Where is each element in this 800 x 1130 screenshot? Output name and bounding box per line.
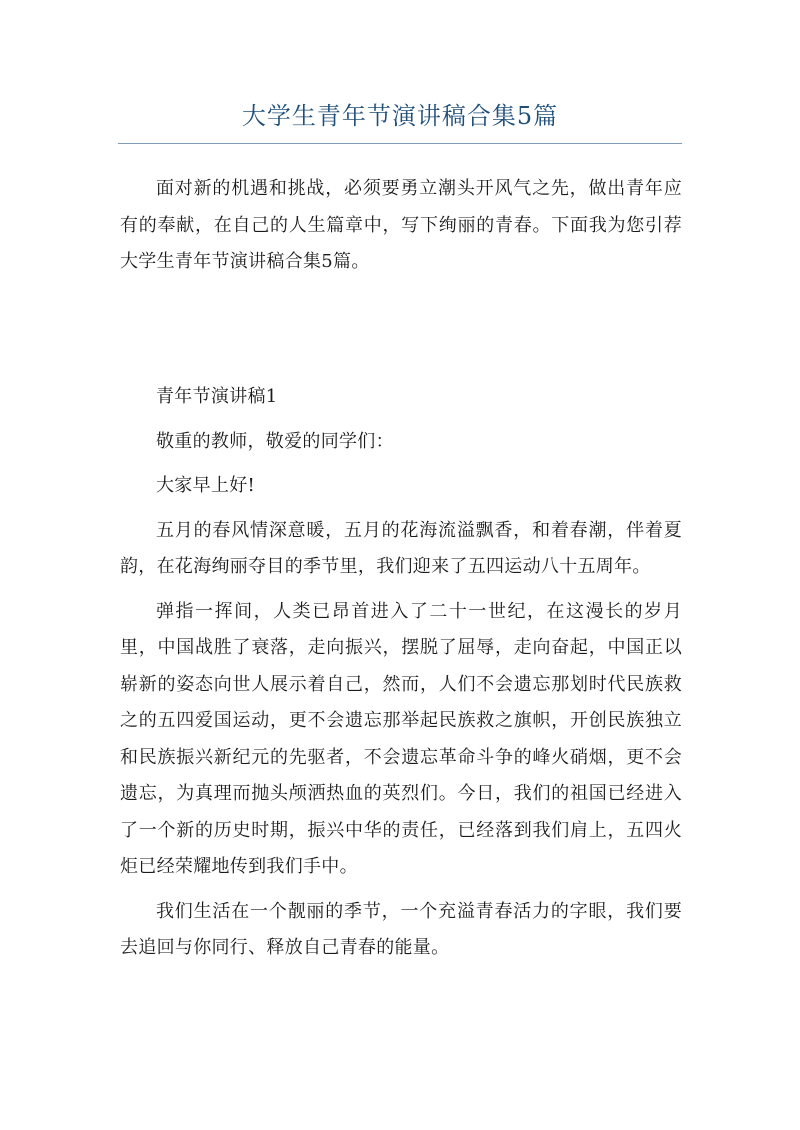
intro-paragraph: 面对新的机遇和挑战，必须要勇立潮头开风气之先，做出青年应有的奉献，在自己的人生篇章中，写下绚丽的青春。下面我为您引荐大学生青年节演讲稿合集5篇。 [120,178,682,272]
body-paragraph: 五月的春风情深意暖，五月的花海流溢飘香，和着春潮，伴着夏韵，在花海绚丽夺目的季节里，我们迎来了五四运动八十五周年。 [120,519,682,577]
section-heading: 青年节演讲稿1 [156,386,278,407]
body-paragraph: 我们生活在一个靓丽的季节，一个充溢青春活力的字眼，我们要去追回与你同行、释放自己青春的能量。 [120,900,682,958]
body-paragraph: 弹指一挥间，人类已昂首进入了二十一世纪，在这漫长的岁月里，中国战胜了衰落，走向振兴，摆脱了屈辱，走向奋起，中国正以崭新的姿态向世人展示着自己，然而，人们不会遗忘那划时代民族救之的五四爱国运动，更不会遗忘那举起民族救之旗帜，开创民族独立和民族振兴新纪元的先驱者，不会遗忘革命斗争的峰火硝烟，更不会遗忘，为真理而抛头颅洒热血的英烈们。今日，我们的祖国已经进入了一个新的历史时期，振兴中华的责任，已经落到我们肩上，五四火炬已经荣耀地传到我们手中。 [120,600,682,877]
document-title: 大学生青年节演讲稿合集5篇 [241,102,559,130]
title-underline [118,143,682,144]
greeting: 大家早上好! [156,475,256,496]
speech-section [120,379,682,967]
salutation: 敬重的教师，敬爱的同学们： [156,430,394,452]
